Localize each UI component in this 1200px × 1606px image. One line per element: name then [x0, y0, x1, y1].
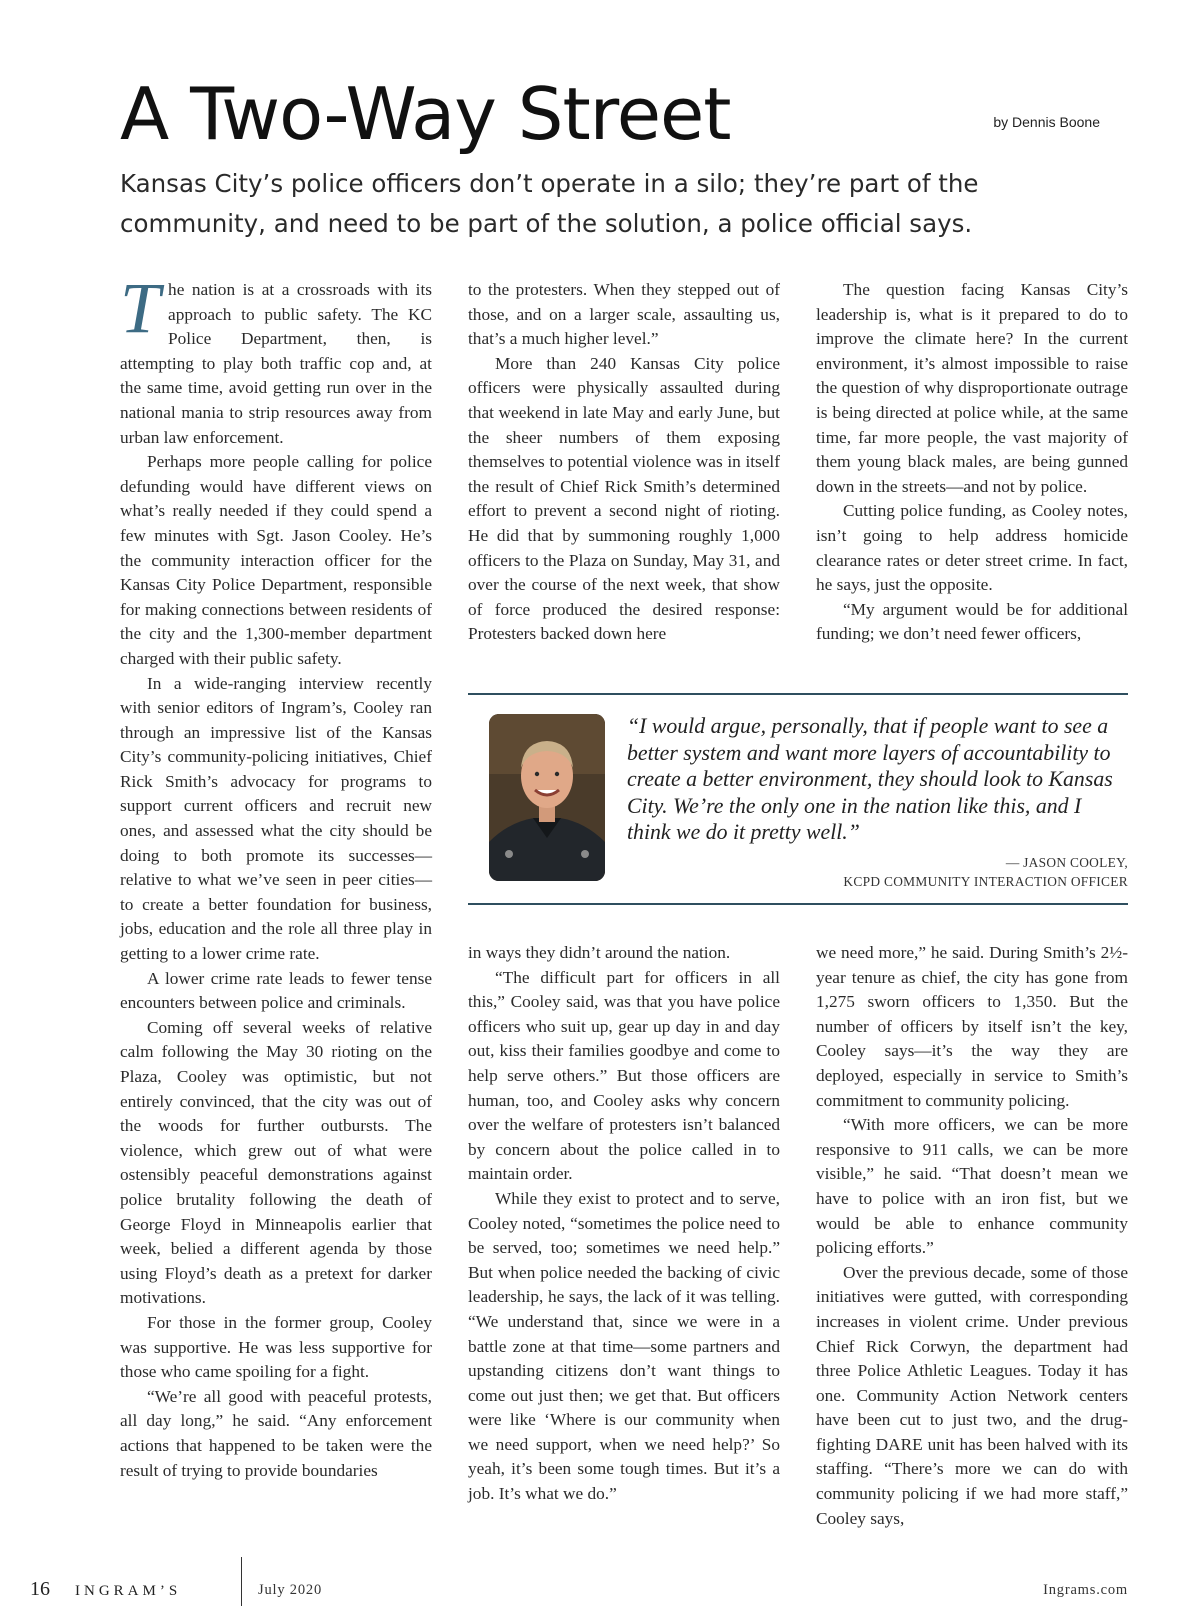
paragraph: Coming off several weeks of relative calm following the May 30 rioting on the Plaza, Cooley was optimistic, but not entirely convinced, that the city was out of the woods for further outbursts. The violence, which grew out of what were ostensibly peaceful demonstrations against police brutality following the death of George Floyd in Minneapolis earlier that week, belied a different agenda by those using Floyd’s death as a pretext for darker motivations. [120, 1017, 432, 1308]
website-link[interactable]: Ingrams.com [1043, 1582, 1128, 1598]
footer-divider [241, 1557, 242, 1606]
magazine-name: INGRAM’S [75, 1583, 182, 1599]
paragraph: The question facing Kansas City’s leadership is, what is it prepared to do to improve the climate here? In the current environment, it’s almost impossible to raise the question of why disproportionate outrage is being directed at police while, at the same time, far more people, the vast majority of them young black males, are being gunned down in the streets—and not by police. [816, 280, 1128, 496]
body-column-1 [120, 268, 432, 1483]
body-column-3-top [816, 278, 1128, 647]
attribution-title: KCPD COMMUNITY INTERACTION OFFICER [843, 874, 1128, 889]
body-column-2-top [468, 278, 780, 647]
pullquote-top-rule [468, 693, 1128, 695]
issue-date: July 2020 [258, 1582, 322, 1598]
cooley-portrait-photo [489, 714, 605, 881]
body-column-2-bottom [468, 941, 780, 1507]
body-column-3-bottom [816, 941, 1128, 1531]
byline: by Dennis Boone [993, 114, 1100, 130]
page-number: 16 [30, 1578, 50, 1600]
paragraph: “My argument would be for additional funding; we don’t need fewer officers, [816, 599, 1128, 644]
paragraph: In a wide-ranging interview recently with senior editors of Ingram’s, Cooley ran through an impressive list of the Kansas City’s community-policing initiatives, Chief Rick Smith’s advocacy for programs to support current officers and recruit new ones, and assessed what the city should be doing to both promote its successes—relative to what we’ve seen in peer cities—to create a better foundation for business, jobs, education and the role all three play in getting to a lower crime rate. [120, 673, 432, 964]
paragraph: Perhaps more people calling for police defunding would have different views on what’s really needed if they could spend a few minutes with Sgt. Jason Cooley. He’s the community interaction officer for the Kansas City Police Department, responsible for making connections between residents of the city and the 1,300-member department charged with their public safety. [120, 452, 432, 668]
paragraph: he nation is at a crossroads with its approach to public safety. The KC Police Department, then, is attempting to play both traffic cop and, at the same time, avoid getting run over in the national mania to strip resources away from urban law enforcement. [120, 280, 432, 447]
paragraph: For those in the former group, Cooley was supportive. He was less supportive for those who came spoiling for a fight. [120, 1312, 432, 1382]
paragraph: in ways they didn’t around the nation. [468, 943, 731, 962]
paragraph: “We’re all good with peaceful protests, all day long,” he said. “Any enforcement actions that happened to be taken were the result of trying to provide boundaries [120, 1386, 432, 1480]
paragraph: Over the previous decade, some of those initiatives were gutted, with corresponding increases in violent crime. Under previous Chief Rick Corwyn, the department had three Police Athletic Leagues. Today it has one. Community Action Network centers have been cut to just two, and the drug-fighting DARE unit has been halved with its staffing. “There’s more we can do with community policing if we had more staff,” Cooley says, [816, 1262, 1128, 1528]
article-deck: Kansas City’s police officers don’t operate in a silo; they’re part of the community, and need to be part of the solution, a police official says. [120, 169, 979, 238]
drop-cap: T [120, 268, 161, 348]
pull-quote: “I would argue, personally, that if people want to see a better system and want more layers of accountability to create a better environment, they should look to Kansas City. We’re the only one in the nation like this, and I think we do it pretty well.” [627, 714, 1113, 845]
paragraph: “With more officers, we can be more responsive to 911 calls, we can be more visible,” he said. “That doesn’t mean we have to police with an iron fist, but we would be able to enhance community policing efforts.” [816, 1115, 1128, 1258]
paragraph: While they exist to protect and to serve, Cooley noted, “sometimes the police need to be served, too; sometimes we need help.” But when police needed the backing of civic leadership, he says, the lack of it was telling. “We understand that, since we were in a battle zone at that time—some partners and upstanding citizens don’t want things to come out just then; we get that. But officers were like ‘Where is our community when we need support, when we need help?’ So yeah, it’s been some tough times. But it’s a job. It’s what we do.” [468, 1188, 780, 1504]
paragraph: to the protesters. When they stepped out of those, and on a larger scale, assaulting us, that’s a much higher level.” [468, 280, 780, 349]
paragraph: we need more,” he said. During Smith’s 2½-year tenure as chief, the city has gone from 1,275 sworn officers to 1,350. But the number of officers by itself isn’t the key, Cooley says—it’s the way they are deployed, especially in service to Smith’s commitment to community policing. [816, 943, 1128, 1110]
paragraph: More than 240 Kansas City police officers were physically assaulted during that weekend in late May and early June, but the sheer numbers of them exposing themselves to potential violence was in itself the result of Chief Rick Smith’s determined effort to prevent a second night of rioting. He did that by summoning roughly 1,000 officers to the Plaza on Sunday, May 31, and over the course of the next week, that show of force produced the desired response: Protesters backed down here [468, 353, 780, 644]
portrait-illustration [489, 714, 605, 881]
pullquote-attribution [843, 853, 1128, 891]
paragraph: “The difficult part for officers in all this,” Cooley said, was that you have police officers who suit up, gear up day in and day out, kiss their families goodbye and come to help serve others.” But those officers are human, too, and Cooley asks why concern over the welfare of protesters isn’t balanced by concern about the police called in to maintain order. [468, 967, 780, 1184]
article-title: A Two-Way Street [120, 72, 731, 156]
paragraph: A lower crime rate leads to fewer tense encounters between police and criminals. [120, 968, 432, 1013]
paragraph: Cutting police funding, as Cooley notes, isn’t going to help address homicide clearance rates or deter street crime. In fact, he says, just the opposite. [816, 501, 1128, 595]
attribution-name: — JASON COOLEY, [1005, 855, 1128, 870]
pullquote-bottom-rule [468, 903, 1128, 905]
